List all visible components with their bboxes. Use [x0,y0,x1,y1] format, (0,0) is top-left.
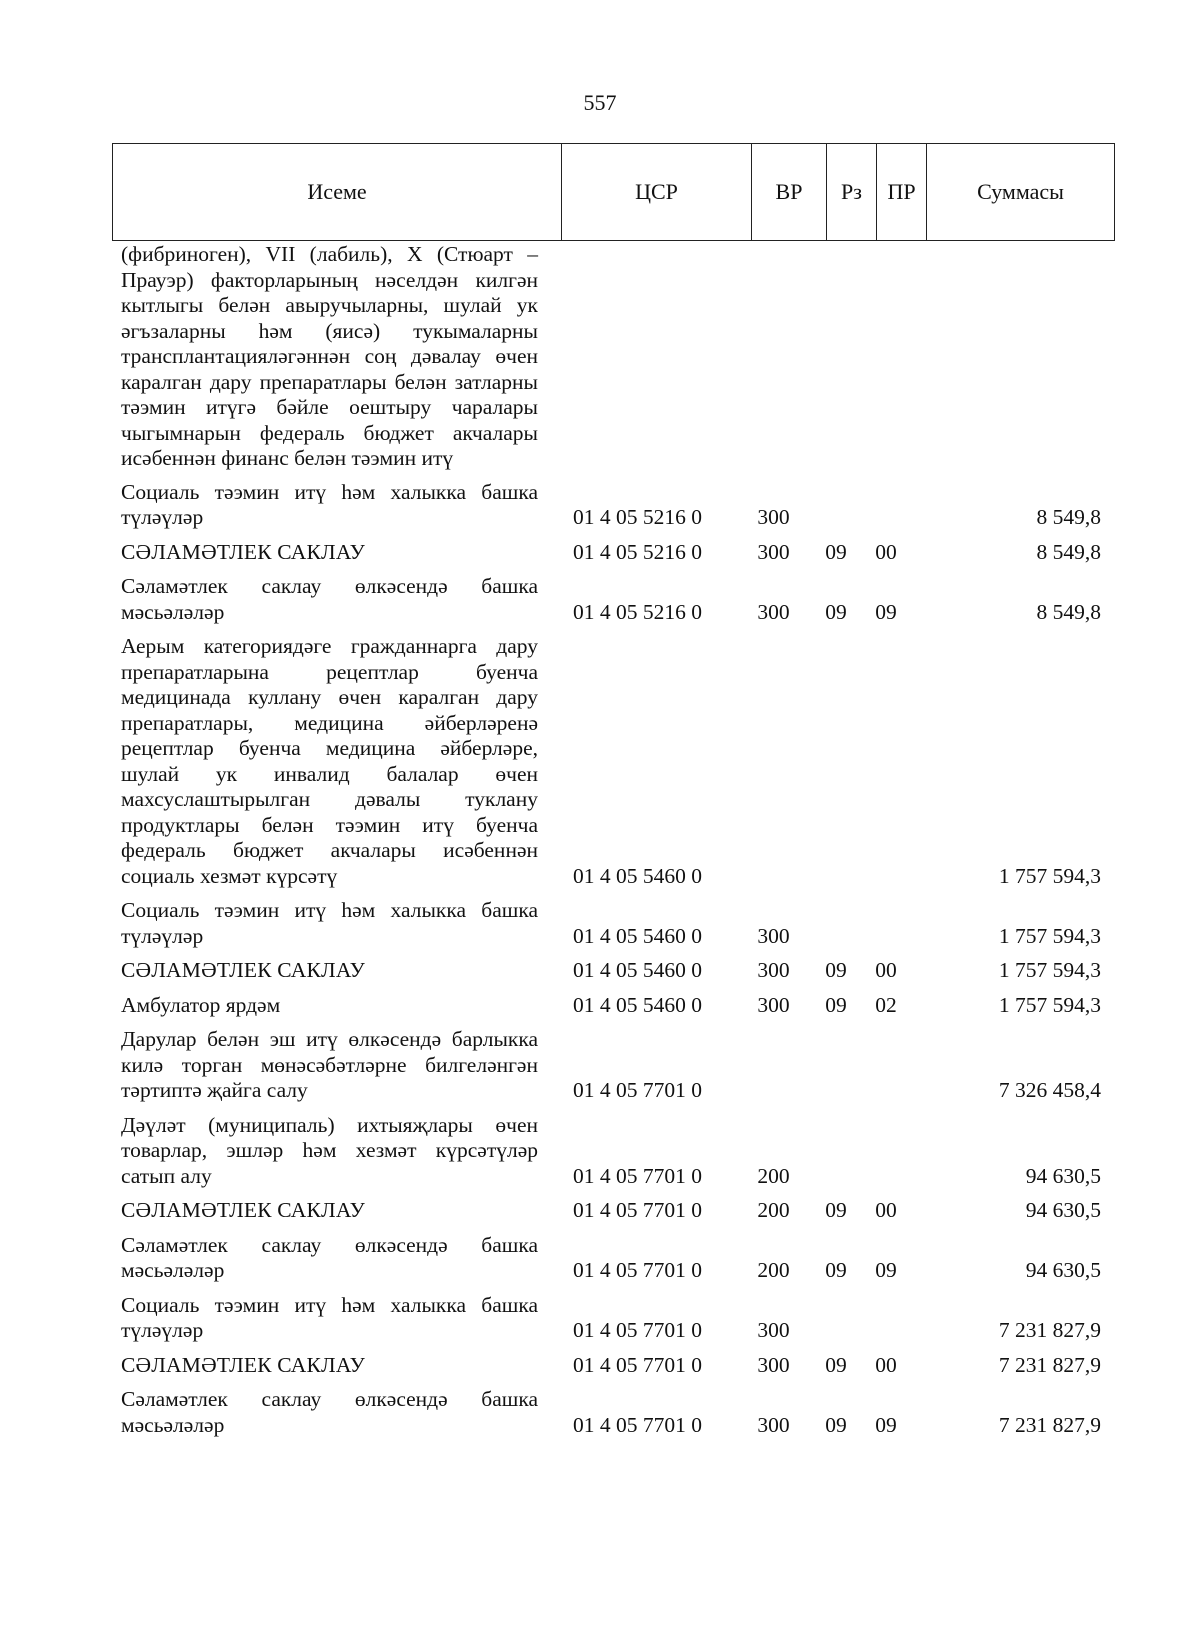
row-name: Амбулатор ярдәм [121,992,281,1017]
row-name: СӘЛАМӘТЛЕК САКЛАУ [121,1198,366,1222]
row-sum: 94 630,5 [1025,1198,1101,1222]
table-row [112,993,1115,1019]
row-sum: 7 326 458,4 [998,1078,1101,1102]
header-csr: ЦСР [562,144,752,240]
row-csr: 01 4 05 5216 0 [573,599,702,624]
row-vr: 300 [757,1412,790,1437]
row-rz: 09 [825,1412,847,1437]
row-csr: 01 4 05 5216 0 [573,505,702,529]
header-pr: ПР [877,144,927,240]
row-vr: 200 [757,1163,790,1188]
row-name: Дәүләт (муниципаль) ихтыяҗлары өчен товарлар, эшләр һәм хезмәт күрсәтүләр сатып алу [121,1112,538,1188]
table-row [112,898,1115,949]
row-sum: 8 549,8 [1036,539,1101,564]
table-body [112,241,1115,1438]
row-vr: 300 [757,599,790,624]
row-name: СӘЛАМӘТЛЕК САКЛАУ [121,539,366,564]
row-rz: 09 [825,599,847,624]
row-rz: 09 [825,539,847,564]
row-sum: 94 630,5 [1025,1163,1101,1188]
table-row [112,1293,1115,1344]
row-name: Дарулар белән эш итү өлкәсендә барлыкка килә торган мөнәсәбәтләрне билгеләнгән тәртиптә җайга салу [121,1027,538,1102]
row-name: Сәламәтлек саклау өлкәсендә башка мәсьәләләр [121,1232,538,1282]
row-vr: 300 [757,958,790,982]
row-sum: 1 757 594,3 [998,923,1101,948]
row-pr: 09 [875,1258,897,1282]
row-rz: 09 [825,1352,847,1377]
table-row [112,540,1115,566]
row-pr: 00 [875,1352,897,1377]
row-sum: 7 231 827,9 [998,1352,1101,1377]
row-rz: 09 [825,992,847,1017]
row-csr: 01 4 05 5460 0 [573,863,702,888]
row-csr: 01 4 05 7701 0 [573,1412,702,1437]
table-row [112,1233,1115,1284]
row-pr: 00 [875,1198,897,1222]
table-row [112,242,1115,472]
row-rz: 09 [825,1198,847,1222]
row-pr: 00 [875,958,897,982]
row-csr: 01 4 05 7701 0 [573,1352,702,1377]
table-row [112,1113,1115,1190]
row-sum: 8 549,8 [1036,505,1101,529]
row-vr: 200 [757,1198,790,1222]
row-sum: 7 231 827,9 [998,1412,1101,1437]
header-sum: Суммасы [977,179,1064,204]
row-name: СӘЛАМӘТЛЕК САКЛАУ [121,1352,366,1377]
row-vr: 300 [757,923,790,948]
row-sum: 1 757 594,3 [998,863,1101,888]
row-pr: 02 [875,992,897,1017]
header-vr: ВР [752,144,827,240]
row-name: Социаль тәэмин итү һәм халыкка башка түләүләр [121,479,538,529]
table-row [112,1353,1115,1379]
table-header [112,143,1115,241]
row-csr: 01 4 05 7701 0 [573,1078,702,1102]
row-vr: 300 [757,505,790,529]
row-csr: 01 4 05 5460 0 [573,992,702,1017]
page-number: 557 [583,90,617,115]
row-sum: 1 757 594,3 [998,958,1101,982]
table-row [112,574,1115,625]
table-row [112,958,1115,984]
row-vr: 200 [757,1258,790,1282]
row-name: Социаль тәэмин итү һәм халыкка башка түләүләр [121,1292,538,1342]
row-name: Аерым категориядәге гражданнарга дару препаратларына рецептлар буенча медицинада куллану өчен каралган дару препаратлары, медицина әйберләренә рецептлар буенча медицина әйберләре, шулай ук инвалид балалар өчен махсуслаштырылган дәвалы туклану продуктлары белән тәэмин итү буенча федераль бюджет акчалары исәбеннән социаль хезмәт күрсәтү [121,634,538,888]
row-vr: 300 [757,1352,790,1377]
table-row [112,480,1115,531]
row-pr: 09 [875,599,897,624]
table-row [112,634,1115,889]
row-sum: 94 630,5 [1025,1258,1101,1282]
row-name: (фибриноген), VII (лабиль), X (Стюарт – Прауэр) факторларының нәселдән килгән кытлыгы белән авыручыларны, шулай ук әгъзаларны һәм (яисә) тукымаларны трансплантациялəгəннəн соң дәвалау өчен каралган дару препаратлары белән затларны тәэмин итүгә бәйле оештыру чаралары чыгымнарын федераль бюджет акчалары исәбеннән финанс белән тәэмин итү [121,242,538,470]
row-sum: 7 231 827,9 [998,1318,1101,1342]
row-csr: 01 4 05 5460 0 [573,923,702,948]
row-rz: 09 [825,1258,847,1282]
row-pr: 09 [875,1412,897,1437]
row-sum: 8 549,8 [1036,599,1101,624]
header-rz: Рз [827,144,877,240]
row-rz: 09 [825,958,847,982]
row-vr: 300 [757,539,790,564]
table-row [112,1027,1115,1104]
row-sum: 1 757 594,3 [998,992,1101,1017]
table-row [112,1387,1115,1438]
row-vr: 300 [757,992,790,1017]
row-name: СӘЛАМӘТЛЕК САКЛАУ [121,958,366,982]
row-pr: 00 [875,539,897,564]
row-csr: 01 4 05 7701 0 [573,1198,702,1222]
row-name: Сәламәтлек саклау өлкәсендә башка мәсьәләләр [121,1387,538,1437]
header-name: Исеме [113,144,562,240]
row-vr: 300 [757,1318,790,1342]
row-csr: 01 4 05 5460 0 [573,958,702,982]
row-name: Сәламәтлек саклау өлкәсендә башка мәсьәләләр [121,574,538,624]
row-csr: 01 4 05 7701 0 [573,1318,702,1342]
table-row [112,1198,1115,1224]
row-csr: 01 4 05 7701 0 [573,1258,702,1282]
row-name: Социаль тәэмин итү һәм халыкка башка түләүләр [121,898,538,948]
row-csr: 01 4 05 7701 0 [573,1163,702,1188]
row-csr: 01 4 05 5216 0 [573,539,702,564]
